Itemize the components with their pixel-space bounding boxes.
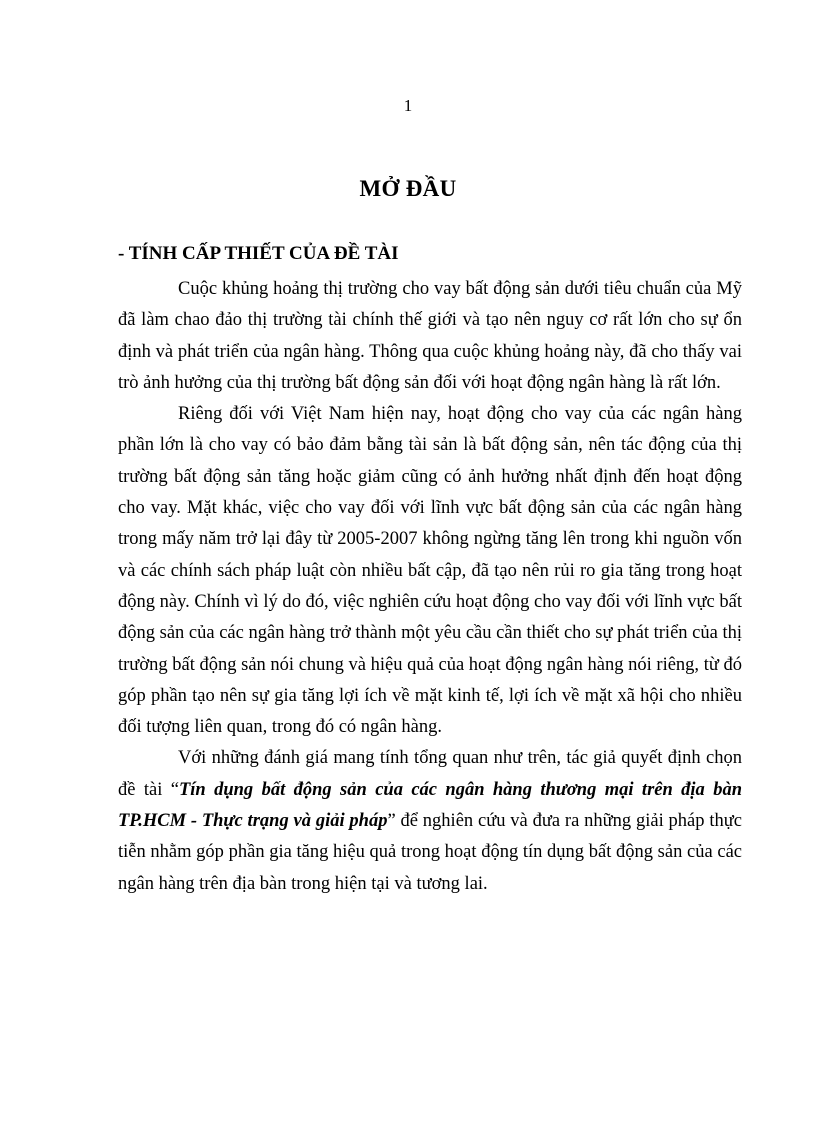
page-title: MỞ ĐẦU [359, 176, 457, 201]
paragraph-3 [118, 743, 742, 899]
paragraph-2: Riêng đối với Việt Nam hiện nay, hoạt động cho vay của các ngân hàng phần lớn là cho vay có bảo đảm bằng tài sản là bất động sản, nên tác động của thị trường bất động sản tăng hoặc giảm cũng có ảnh hưởng nhất định đến hoạt động cho vay. Mặt khác, việc cho vay đối với lĩnh vực bất động sản của các ngân hàng trong mấy năm trở lại đây từ 2005-2007 không ngừng tăng lên trong khi nguồn vốn và các chính sách pháp luật còn nhiều bất cập, đã tạo nên rủi ro gia tăng trong hoạt động này. Chính vì lý do đó, việc nghiên cứu hoạt động cho vay đối với lĩnh vực bất động sản của các ngân hàng trở thành một yêu cầu cần thiết cho sự phát triển của thị trường bất động sản nói chung và hiệu quả của hoạt động ngân hàng nói riêng, từ đó góp phần tạo nên sự gia tăng lợi ích về mặt kinh tế, lợi ích về mặt xã hội cho nhiều đối tượng liên quan, trong đó có ngân hàng. [118, 404, 742, 738]
paragraph-3-conclusion: ” để nghiên cứu và đưa ra những giải pháp thực tiễn nhằm góp phần gia tăng hiệu quả trong hoạt động tín dụng bất động sản của các ngân hàng trên địa bàn trong hiện tại và tương lai. [118, 811, 742, 894]
body-text [118, 274, 742, 900]
thesis-title-emphasis: Tín dụng bất động sản của các ngân hàng thương mại trên địa bàn TP.HCM - Thực trạng và giải pháp [118, 779, 742, 832]
paragraph-3-intro: Với những đánh giá mang tính tổng quan như trên, tác giả quyết định chọn đề tài “ [118, 748, 742, 800]
page-number: 1 [403, 96, 413, 115]
section-heading: - TÍNH CẤP THIẾT CỦA ĐỀ TÀI [118, 243, 399, 264]
paragraph-1: Cuộc khủng hoảng thị trường cho vay bất động sản dưới tiêu chuẩn của Mỹ đã làm chao đảo thị trường tài chính thế giới và tạo nên nguy cơ rất lớn cho sự ổn định và phát triển của ngân hàng. Thông qua cuộc khủng hoảng này, đã cho thấy vai trò ảnh hưởng của thị trường bất động sản đối với hoạt động ngân hàng là rất lớn. [118, 279, 742, 393]
